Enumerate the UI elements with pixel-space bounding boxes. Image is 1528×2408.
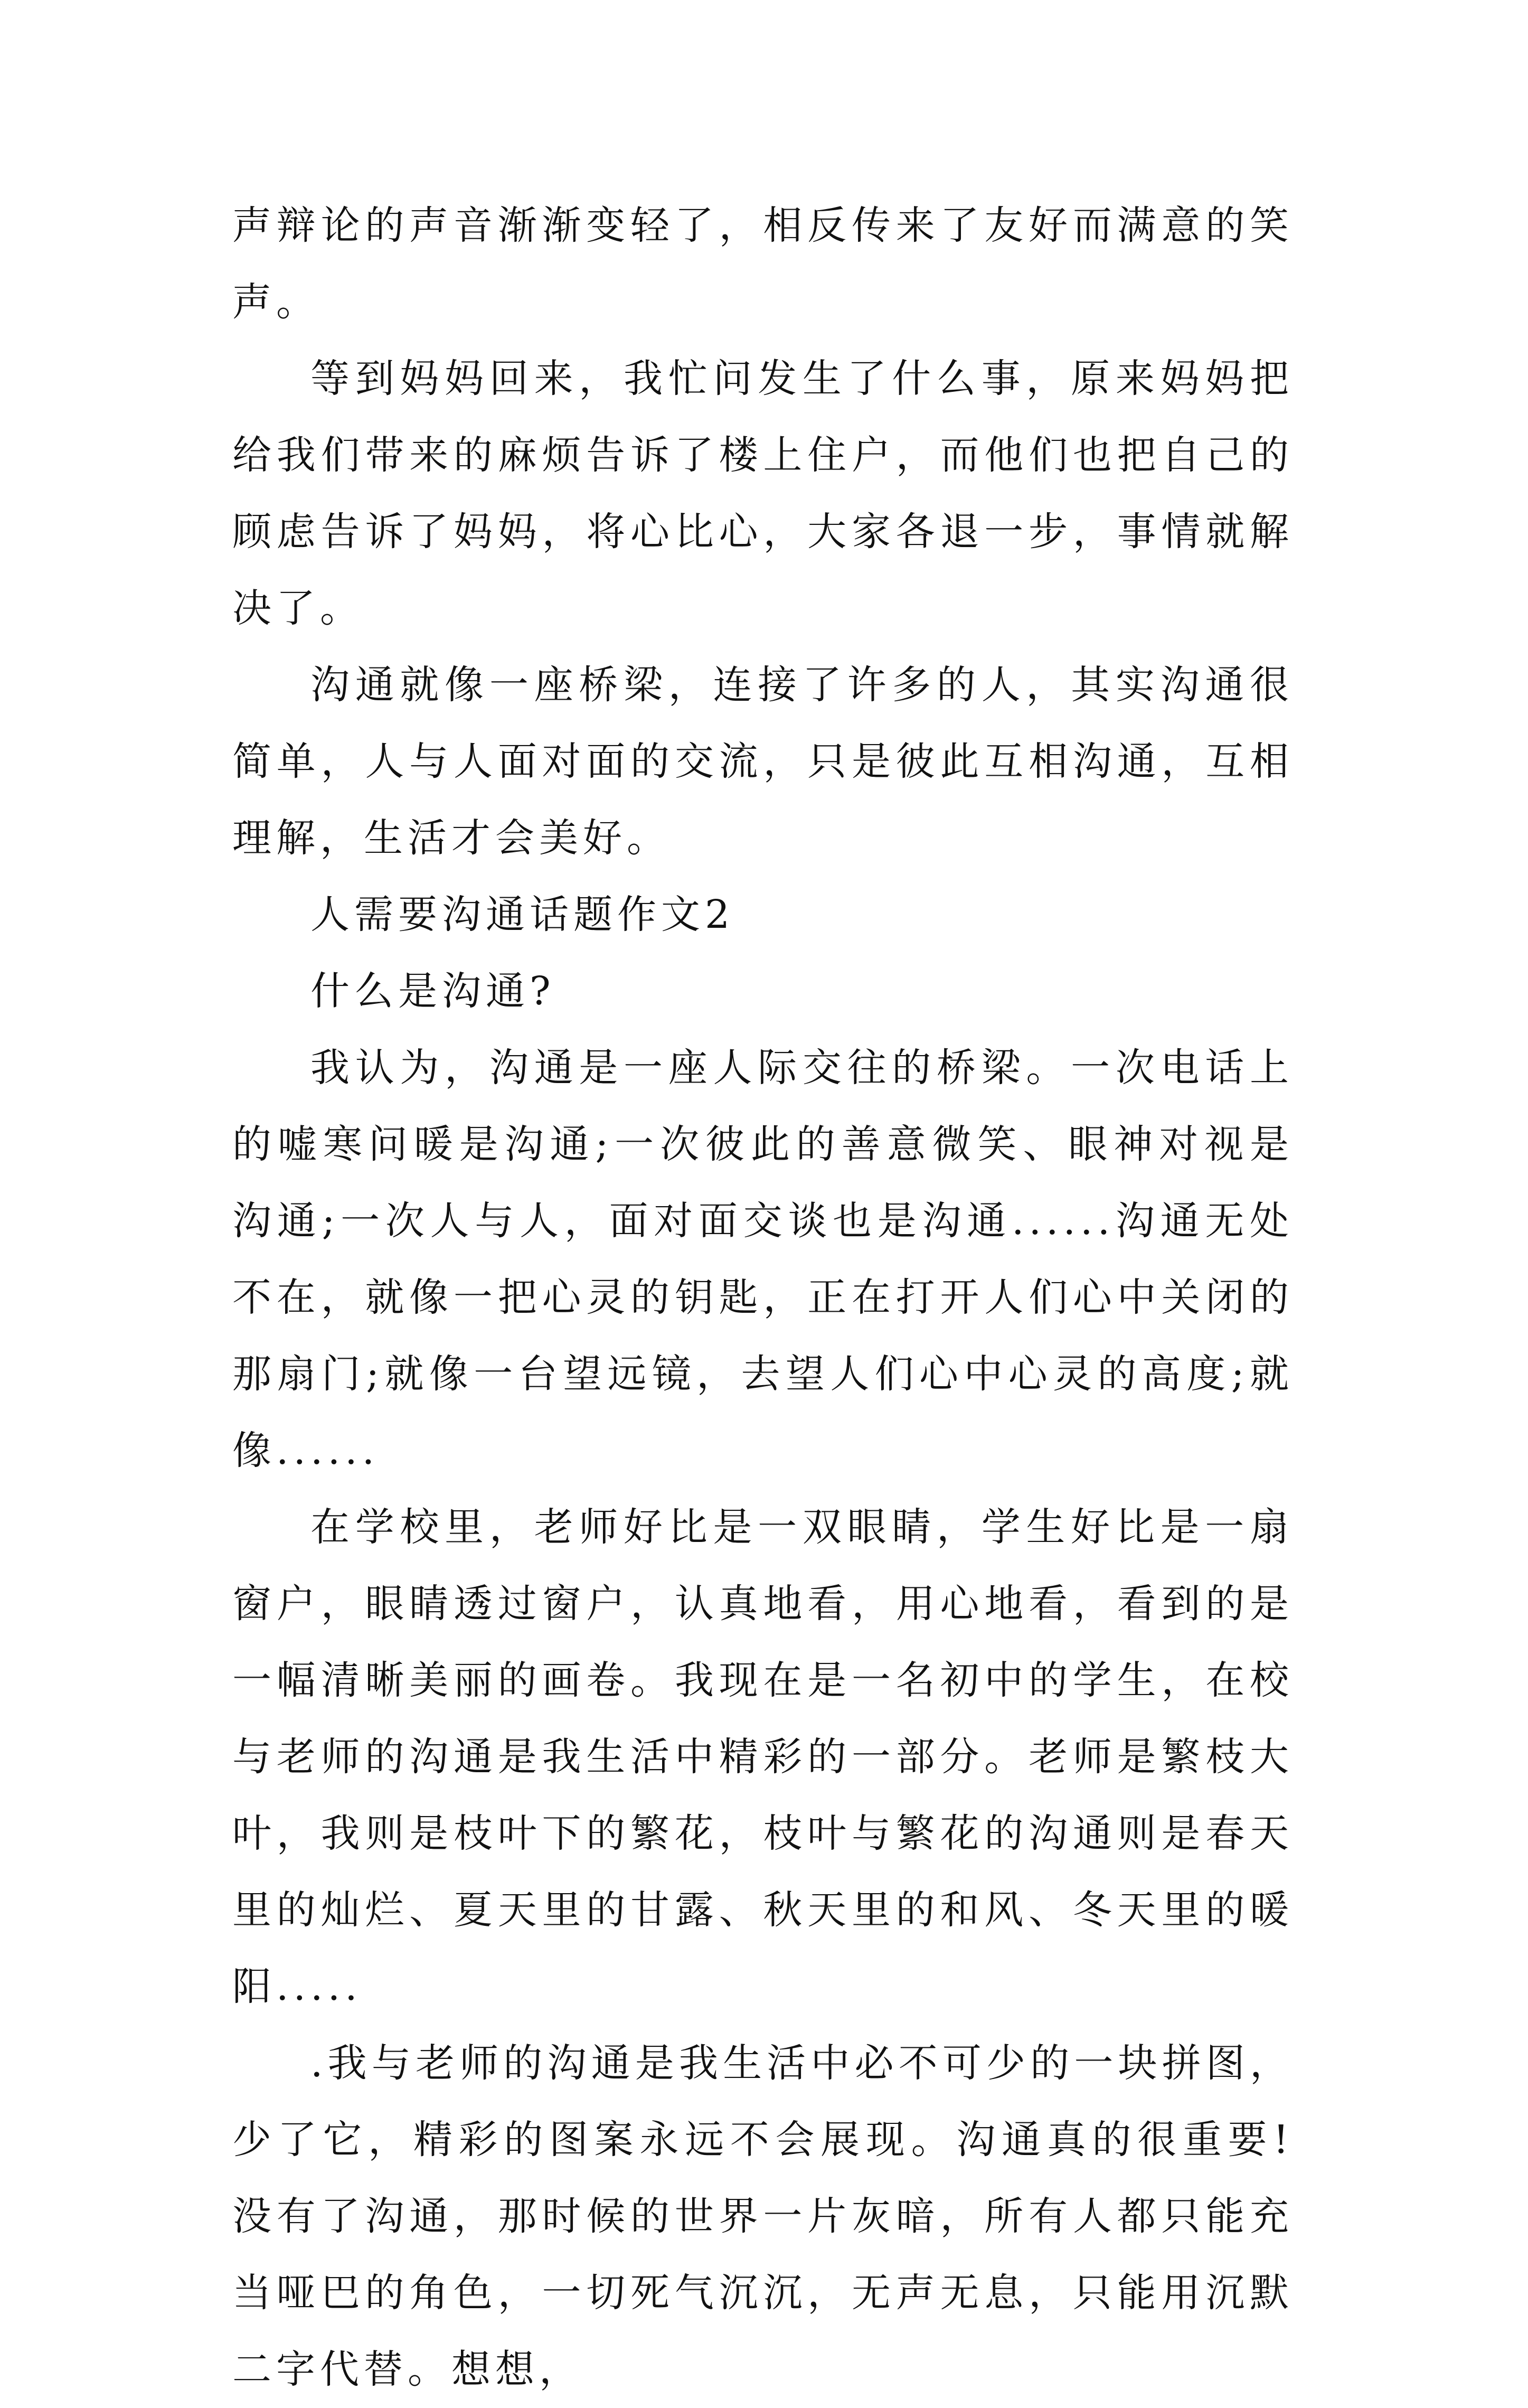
paragraph: 我认为，沟通是一座人际交往的桥梁。一次电话上的嘘寒问暖是沟通;一次彼此的善意微笑、眼神对视是沟通;一次人与人，面对面交谈也是沟通......沟通无处不在，就像一把心灵的钥匙，正在打开人们心中关闭的那扇门;就像一台望远镜，去望人们心中心灵的高度;就像......: [232, 1045, 1294, 1473]
document-body: [232, 187, 1294, 2408]
section-heading: 人需要沟通话题作文2: [310, 892, 735, 937]
paragraph: 等到妈妈回来，我忙问发生了什么事，原来妈妈把给我们带来的麻烦告诉了楼上住户，而他们也把自己的顾虑告诉了妈妈，将心比心，大家各退一步，事情就解决了。: [232, 356, 1294, 631]
paragraph: .我与老师的沟通是我生活中必不可少的一块拼图，少了它，精彩的图案永远不会展现。沟通真的很重要!没有了沟通，那时候的世界一片灰暗，所有人都只能充当哑巴的角色，一切死气沉沉，无声无息，只能用沉默二字代替。想想，: [232, 2040, 1294, 2392]
paragraph: 在学校里，老师好比是一双眼睛，学生好比是一扇窗户，眼睛透过窗户，认真地看，用心地看，看到的是一幅清晰美丽的画卷。我现在是一名初中的学生，在校与老师的沟通是我生活中精彩的一部分。老师是繁枝大叶，我则是枝叶下的繁花，枝叶与繁花的沟通则是春天里的灿烂、夏天里的甘露、秋天里的和风、冬天里的暖阳.....: [232, 1504, 1294, 2009]
paragraph: 沟通就像一座桥梁，连接了许多的人，其实沟通很简单，人与人面对面的交流，只是彼此互相沟通，互相理解，生活才会美好。: [232, 662, 1294, 861]
paragraph: 声辩论的声音渐渐变轻了，相反传来了友好而满意的笑声。: [232, 203, 1294, 325]
paragraph: 什么是沟通?: [310, 968, 555, 1014]
